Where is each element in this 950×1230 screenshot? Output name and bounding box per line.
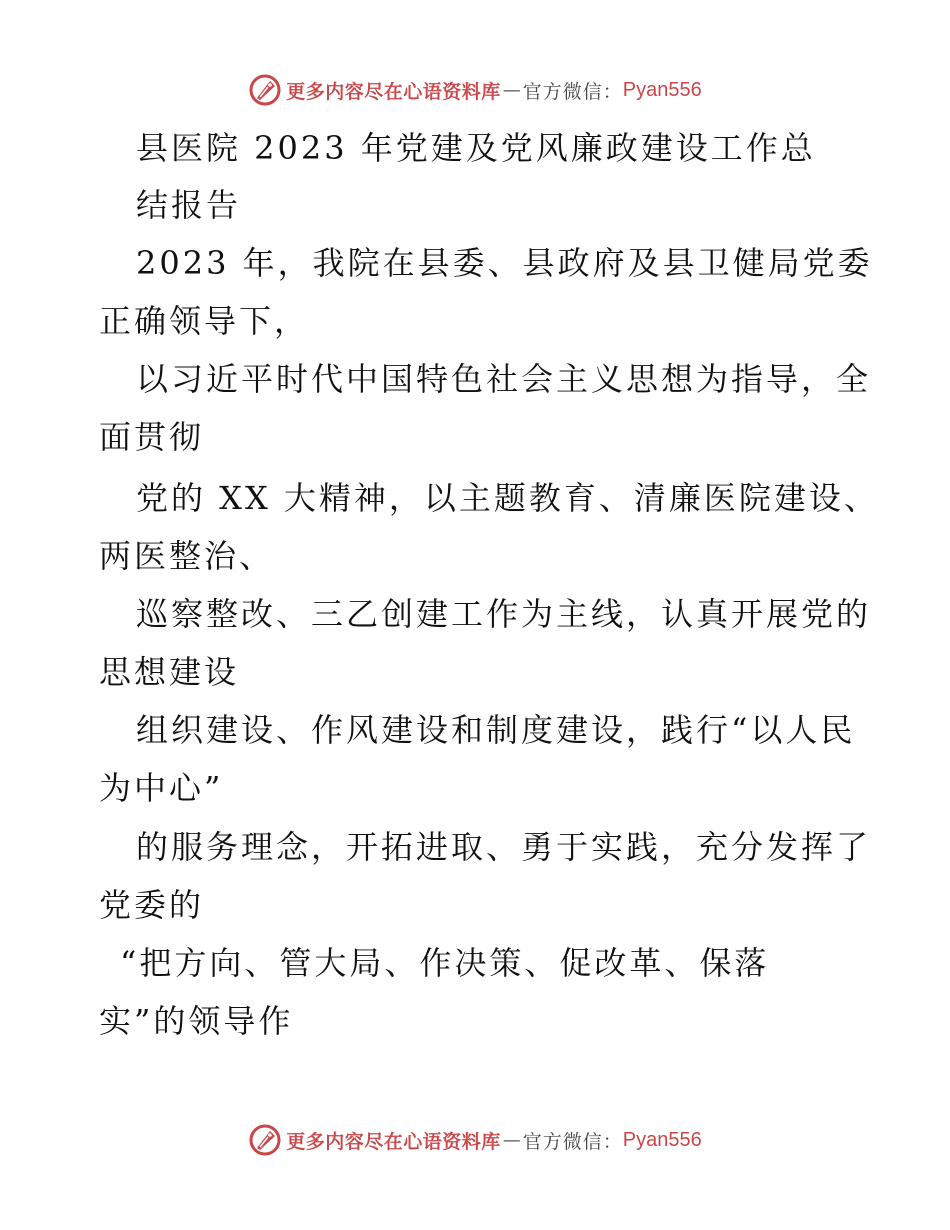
paragraph-line: 2023 年，我院在县委、县政府及县卫健局党委 bbox=[136, 244, 873, 282]
wechat-id: Pyan556 bbox=[622, 1128, 702, 1151]
paragraph-line: 两医整治、 bbox=[99, 537, 275, 575]
banner-separator: — bbox=[502, 1129, 521, 1151]
pen-nib-logo-icon bbox=[248, 73, 282, 107]
pen-nib-logo-icon bbox=[248, 1123, 282, 1157]
document-title-line-1: 县医院 2023 年党建及党风廉政建设工作总 bbox=[136, 129, 816, 167]
paragraph-line: 巡察整改、三乙创建工作为主线，认真开展党的 bbox=[136, 595, 872, 633]
paragraph-line: 以习近平时代中国特色社会主义思想为指导，全 bbox=[136, 360, 872, 398]
official-wechat-label: 官方微信： bbox=[522, 1130, 623, 1153]
wechat-id: Pyan556 bbox=[622, 78, 702, 101]
promo-text: 更多内容尽在心语资料库 bbox=[286, 80, 501, 103]
paragraph-line: 党的 XX 大精神，以主题教育、清廉医院建设、 bbox=[136, 479, 879, 517]
paragraph-line: 正确领导下， bbox=[99, 302, 310, 340]
paragraph-line: 面贯彻 bbox=[99, 418, 205, 456]
paragraph-line: 思想建设 bbox=[99, 653, 240, 691]
banner-separator: — bbox=[502, 79, 521, 101]
paragraph-line: 的服务理念，开拓进取、勇于实践，充分发挥了 bbox=[136, 828, 872, 866]
paragraph-line: 实”的领导作 bbox=[99, 1002, 294, 1040]
promo-text: 更多内容尽在心语资料库 bbox=[286, 1130, 501, 1153]
paragraph-line: 组织建设、作风建设和制度建设，践行“以人民 bbox=[136, 711, 856, 749]
paragraph-line: 党委的 bbox=[99, 886, 205, 924]
header-banner bbox=[0, 70, 950, 110]
document-title-line-2: 结报告 bbox=[136, 186, 242, 224]
official-wechat-label: 官方微信： bbox=[522, 80, 623, 103]
paragraph-line: 为中心” bbox=[99, 769, 224, 807]
paragraph-line: “把方向、管大局、作决策、促改革、保落 bbox=[120, 944, 770, 982]
footer-banner bbox=[0, 1120, 950, 1160]
